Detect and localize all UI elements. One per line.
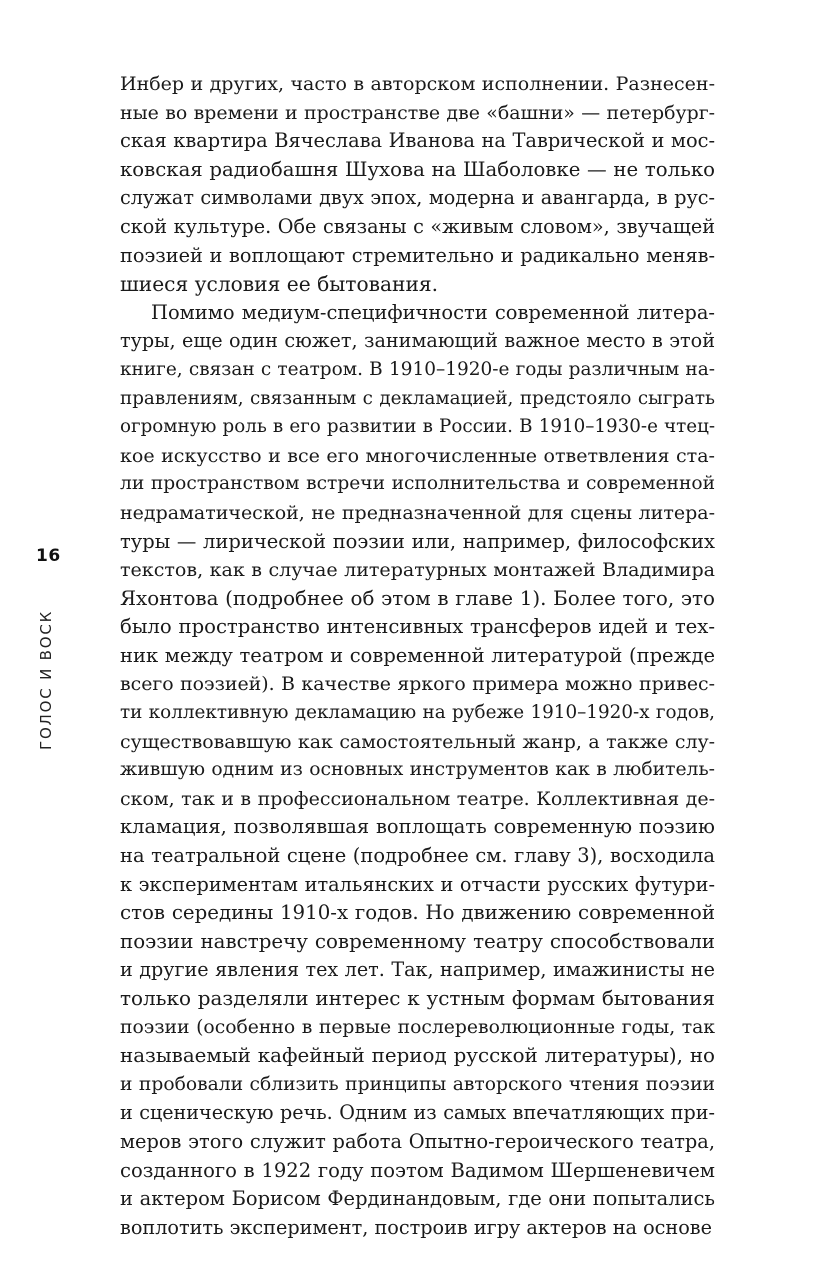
- text-line: ская квартира Вячеслава Иванова на Таврической и мос-: [120, 129, 715, 153]
- text-line: стов середины 1910-х годов. Но движению современной: [120, 901, 715, 925]
- paragraph: [120, 70, 715, 299]
- text-line: ник между театром и современной литературой (прежде: [120, 643, 715, 667]
- text-line: и сценическую речь. Одним из самых впечатляющих при-: [120, 1101, 715, 1125]
- text-line: кое искусство и все его многочисленные ответвления ста-: [120, 444, 715, 467]
- text-line: ные во времени и пространстве две «башни» — петербург-: [120, 101, 715, 124]
- page-number: 16: [36, 546, 61, 566]
- text-line: Помимо медиум-специфичности современной литера-: [151, 300, 715, 324]
- text-line: меров этого служит работа Опытно-героического театра,: [120, 1129, 715, 1153]
- text-line: к экспериментам итальянских и отчасти русских футури-: [120, 872, 715, 896]
- text-line: книге, связан с театром. В 1910–1920-е годы различным на-: [120, 358, 715, 380]
- text-line: Инбер и других, часто в авторском исполнении. Разнесен-: [120, 73, 715, 95]
- paragraph: [120, 299, 715, 1243]
- text-line: шиеся условия ее бытования.: [120, 272, 439, 297]
- text-line: было пространство интенсивных трансферов идей и тех-: [120, 615, 715, 639]
- text-line: служат символами двух эпох, модерна и авангарда, в рус-: [120, 186, 715, 210]
- text-line: туры, еще один сюжет, занимающий важное место в этой: [120, 329, 715, 353]
- text-line: огромную роль в его развитии в России. В 1910–1930-е чтец-: [120, 416, 715, 438]
- text-line: недраматической, не предназначенной для сцены литера-: [120, 501, 715, 524]
- text-line: Яхонтова (подробнее об этом в главе 1). Более того, это: [120, 586, 715, 610]
- text-line: поэзией и воплощают стремительно и радикально меняв-: [120, 243, 715, 267]
- text-line: на театральной сцене (подробнее см. главу 3), восходила: [120, 844, 715, 868]
- text-line: ти коллективную декламацию на рубеже 1910–1920-х годов,: [120, 702, 715, 724]
- text-line: созданного в 1922 году поэтом Вадимом Шершеневичем: [120, 1158, 715, 1182]
- text-line: правлениям, связанным с декламацией, предстояло сыграть: [120, 387, 715, 409]
- text-line: ковская радиобашня Шухова на Шаболовке — не только: [120, 157, 715, 181]
- text-line: ли пространством встречи исполнительства и современной: [120, 473, 715, 495]
- text-line: только разделяли интерес к устным формам бытования: [120, 987, 715, 1010]
- text-line: и другие явления тех лет. Так, например, имажинисты не: [120, 958, 715, 982]
- text-line: жившую одним из основных инструментов как в любитель-: [120, 759, 715, 781]
- running-head: ГОЛОС И ВОСК: [37, 609, 55, 750]
- text-line: называемый кафейный период русской литературы), но: [120, 1044, 715, 1068]
- text-line: ском, так и в профессиональном театре. Коллективная де-: [120, 787, 715, 810]
- text-line: туры — лирической поэзии или, например, философских: [120, 529, 715, 553]
- text-line: поэзии (особенно в первые послереволюционные годы, так: [120, 1016, 715, 1038]
- text-line: и пробовали сблизить принципы авторского чтения поэзии: [120, 1073, 715, 1095]
- text-line: всего поэзией). В качестве яркого примера можно привес-: [120, 673, 715, 696]
- text-line: ской культуре. Обе связаны с «живым словом», звучащей: [120, 214, 715, 238]
- text-line: и актером Борисом Фердинандовым, где они попытались: [120, 1187, 715, 1211]
- text-line: текстов, как в случае литературных монтажей Владимира: [120, 559, 715, 582]
- text-line: воплотить эксперимент, построив игру актеров на основе: [120, 1215, 712, 1239]
- body-text: [120, 70, 715, 1242]
- text-line: поэзии навстречу современному театру способствовали: [120, 929, 715, 953]
- text-line: существовавшую как самостоятельный жанр, а также слу-: [120, 730, 715, 753]
- text-line: кламация, позволявшая воплощать современную поэзию: [120, 815, 715, 839]
